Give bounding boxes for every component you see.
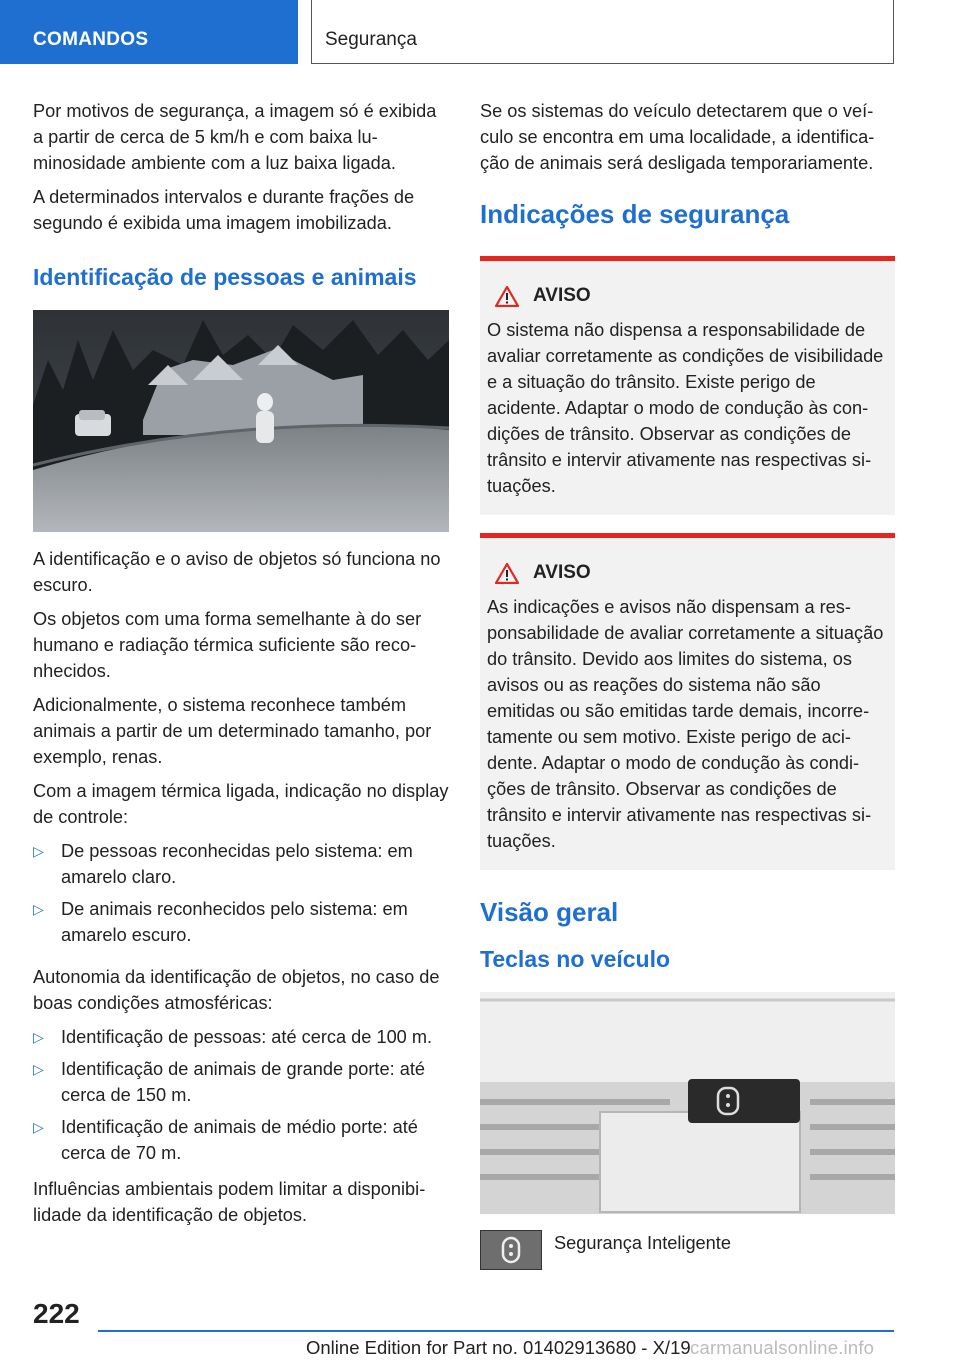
warning-triangle-icon [495, 286, 519, 307]
range-list [33, 1024, 449, 1166]
footer-edition: Online Edition for Part no. 01402913680 - X/19 [306, 1337, 691, 1358]
left-column [33, 98, 449, 1236]
paragraph: A determinados intervalos e durante frações de segundo é exibida uma imagem imobilizada. [33, 187, 415, 233]
heading-visao-geral: Visão geral [480, 897, 619, 927]
paragraph: Adicionalmente, o sistema reconhece também animais a partir de um determinado tamanho, por exemplo, renas. [33, 695, 432, 767]
right-column [480, 98, 895, 1270]
list-triangle-icon: ▷ [33, 1061, 44, 1077]
paragraph: Autonomia da identificação de objetos, no caso de boas condições atmosféricas: [33, 967, 440, 1013]
list-triangle-icon: ▷ [33, 901, 44, 917]
list-item: ▷ De pessoas reconhecidas pelo sistema: em amarelo claro. [33, 838, 449, 890]
watermark: carmanualsonline.info [690, 1337, 875, 1358]
button-caption-row [480, 1230, 895, 1270]
paragraph: Por motivos de segurança, a imagem só é exibida a partir de cerca de 5 km/h e com baixa luminosidade ambiente com a luz baixa ligada. [33, 101, 437, 173]
warning-triangle-icon [495, 563, 519, 584]
display-indication-list [33, 838, 449, 948]
paragraph: A identificação e o aviso de objetos só funciona no escuro. [33, 549, 441, 595]
list-triangle-icon: ▷ [33, 1119, 44, 1135]
paragraph: Influências ambientais podem limitar a disponibilidade da identificação de objetos. [33, 1179, 426, 1225]
warning-title: AVISO [495, 283, 887, 309]
heading-indicacoes: Indicações de segurança [480, 199, 790, 229]
thermal-image [33, 310, 449, 532]
warning-box [480, 256, 895, 515]
dashboard-buttons-image [480, 992, 895, 1214]
intelligent-safety-icon [480, 1230, 542, 1270]
section-tab [0, 0, 298, 64]
list-item: ▷ De animais reconhecidos pelo sistema: em amarelo escuro. [33, 896, 449, 948]
list-item: ▷ Identificação de animais de médio porte: até cerca de 70 m. [33, 1114, 449, 1166]
page-number: 222 [33, 1298, 80, 1329]
warning-text: O sistema não dispensa a responsabilidade de avaliar corretamente as condições de visibilidade e a situação do trânsito. Existe perigo de acidente. Adaptar o modo de condução às condições de trânsito. Observar as condições de trânsito e intervir ativamente nas respectivas situações. [487, 320, 884, 496]
button-caption: Segurança Inteligente [554, 1233, 731, 1253]
chapter-title: Segurança [325, 29, 417, 50]
list-item: ▷ Identificação de animais de grande porte: até cerca de 150 m. [33, 1056, 449, 1108]
list-triangle-icon: ▷ [33, 1029, 44, 1045]
list-item: ▷ Identificação de pessoas: até cerca de 100 m. [33, 1024, 449, 1050]
paragraph: Os objetos com uma forma semelhante à do ser humano e radiação térmica suficiente são reconhecidos. [33, 609, 422, 681]
footer-divider [98, 1330, 894, 1332]
list-triangle-icon: ▷ [33, 843, 44, 859]
chapter-header [311, 0, 894, 64]
section-title: COMANDOS [33, 29, 149, 50]
warning-title: AVISO [495, 560, 887, 586]
warning-box [480, 533, 895, 870]
paragraph: Se os sistemas do veículo detectarem que o veículo se encontra em uma localidade, a identificação de animais será desligada temporariamente. [480, 101, 875, 173]
heading-teclas: Teclas no veículo [480, 946, 671, 972]
heading-identificacao: Identificação de pessoas e animais [33, 264, 417, 290]
warning-text: As indicações e avisos não dispensam a responsabilidade de avaliar corretamente a situação do trânsito. Devido aos limites do sistema, os avisos ou as reações do sistema não são emitidas ou são emitidas tarde demais, incorretamente ou sem motivo. Existe perigo de acidente. Adaptar o modo de condução às condições de trânsito. Observar as condições de trânsito e intervir ativamente nas respectivas situações. [487, 597, 884, 851]
paragraph: Com a imagem térmica ligada, indicação no display de controle: [33, 781, 449, 827]
